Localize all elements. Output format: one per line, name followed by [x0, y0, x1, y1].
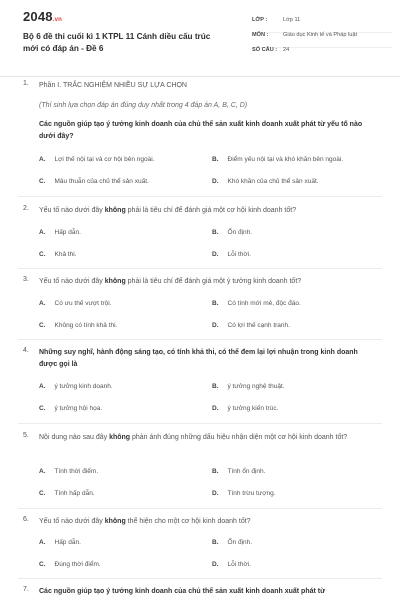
option-a[interactable]: A. Hấp dẫn. — [39, 229, 81, 236]
meta-key: LỚP : — [252, 17, 268, 23]
question-text: Các nguồn giúp tạo ý tưởng kinh doanh của chủ thể sản xuất kinh doanh xuất phát từ yếu tố nào dưới đây? — [39, 121, 363, 140]
meta-value: 24 — [283, 47, 290, 53]
option-d[interactable]: D. Lỗi thời. — [212, 251, 251, 258]
header — [0, 0, 400, 77]
question-number: 2. — [23, 205, 29, 212]
divider — [18, 508, 382, 509]
option-d[interactable]: D. Có lợi thế cạnh tranh. — [212, 322, 290, 329]
question-text: Yếu tố nào dưới đây không phải là tiêu chí để đánh giá một ý tưởng kinh doanh tốt? — [39, 278, 302, 285]
option-a[interactable]: A. Hấp dẫn. — [39, 539, 81, 546]
question-number: 4. — [23, 347, 29, 354]
question-text: Yếu tố nào dưới đây không phải là tiêu chí để đánh giá một cơ hội kinh doanh tốt? — [39, 207, 297, 214]
page-title: Bộ 6 đề thi cuối kì 1 KTPL 11 Cánh diều cấu trúc mới có đáp án - Đề 6 — [23, 32, 211, 53]
divider — [18, 423, 382, 424]
meta-key: MÔN : — [252, 32, 269, 38]
option-b[interactable]: B. Có tính mới mẻ, độc đáo. — [212, 300, 301, 307]
option-d[interactable]: D. ý tưởng kiến trúc. — [212, 405, 279, 412]
question-text: Yếu tố nào dưới đây không thể hiện cho một cơ hội kinh doanh tốt? — [39, 518, 251, 525]
section-title: Phần I. TRẮC NGHIỆM NHIỀU SỰ LỰA CHỌN — [39, 82, 187, 89]
logo-suffix: .vn — [52, 17, 63, 23]
option-b[interactable]: B. Tính ổn định. — [212, 468, 266, 475]
option-c[interactable]: C. Tính hấp dẫn. — [39, 490, 95, 497]
meta-value: Lớp 11 — [283, 17, 301, 23]
question-number: 6. — [23, 516, 29, 523]
question-text: Nội dung nào sau đây không phản ánh đúng những dấu hiệu nhận diện một cơ hội kinh doanh tốt? — [39, 434, 348, 441]
option-c[interactable]: C. ý tưởng hội họa. — [39, 405, 103, 412]
option-b[interactable]: B. Ổn định. — [212, 229, 253, 236]
option-b[interactable]: B. ý tưởng nghệ thuật. — [212, 383, 285, 390]
question-number: 1. — [23, 80, 29, 87]
option-d[interactable]: D. Tính trừu tượng. — [212, 490, 276, 497]
option-b[interactable]: B. Điểm yếu nội tại và khó khăn bên ngoài. — [212, 156, 344, 163]
meta-row-count — [252, 46, 392, 62]
option-b[interactable]: B. Ổn định. — [212, 539, 253, 546]
meta-value: Giáo dục Kinh tế và Pháp luật — [283, 32, 358, 38]
section-instruction: (Thí sinh lựa chọn đáp án đúng duy nhất trong 4 đáp án A, B, C, D) — [39, 102, 248, 109]
question-text: Các nguồn giúp tạo ý tưởng kinh doanh của chủ thể sản xuất kinh doanh xuất phát từ — [39, 588, 326, 595]
question-text: Những suy nghĩ, hành động sáng tạo, có tính khả thi, có thể đem lại lợi nhuận trong kinh doanh được gọi là — [39, 349, 358, 368]
question-number: 7. — [23, 586, 29, 593]
option-a[interactable]: A. Có ưu thế vượt trội. — [39, 300, 112, 307]
divider — [18, 339, 382, 340]
option-a[interactable]: A. Lợi thế nội tại và cơ hội bên ngoài. — [39, 156, 155, 163]
divider — [18, 196, 382, 197]
option-a[interactable]: A. ý tưởng kinh doanh. — [39, 383, 113, 390]
option-d[interactable]: D. Lỗi thời. — [212, 561, 251, 568]
site-logo[interactable] — [23, 9, 62, 24]
option-d[interactable]: D. Khó khăn của chủ thể sản xuất. — [212, 178, 319, 185]
option-c[interactable]: C. Không có tính khả thi. — [39, 322, 118, 329]
option-c[interactable]: C. Đúng thời điểm. — [39, 561, 101, 568]
divider — [18, 268, 382, 269]
divider — [18, 578, 382, 579]
option-a[interactable]: A. Tính thời điểm. — [39, 468, 99, 475]
option-c[interactable]: C. Mâu thuẫn của chủ thể sản xuất. — [39, 178, 149, 185]
question-number: 3. — [23, 276, 29, 283]
meta-key: SỐ CÂU : — [252, 47, 278, 53]
question-number: 5. — [23, 432, 29, 439]
logo-text: 2048 — [23, 9, 53, 24]
option-c[interactable]: C. Khả thi. — [39, 251, 77, 258]
